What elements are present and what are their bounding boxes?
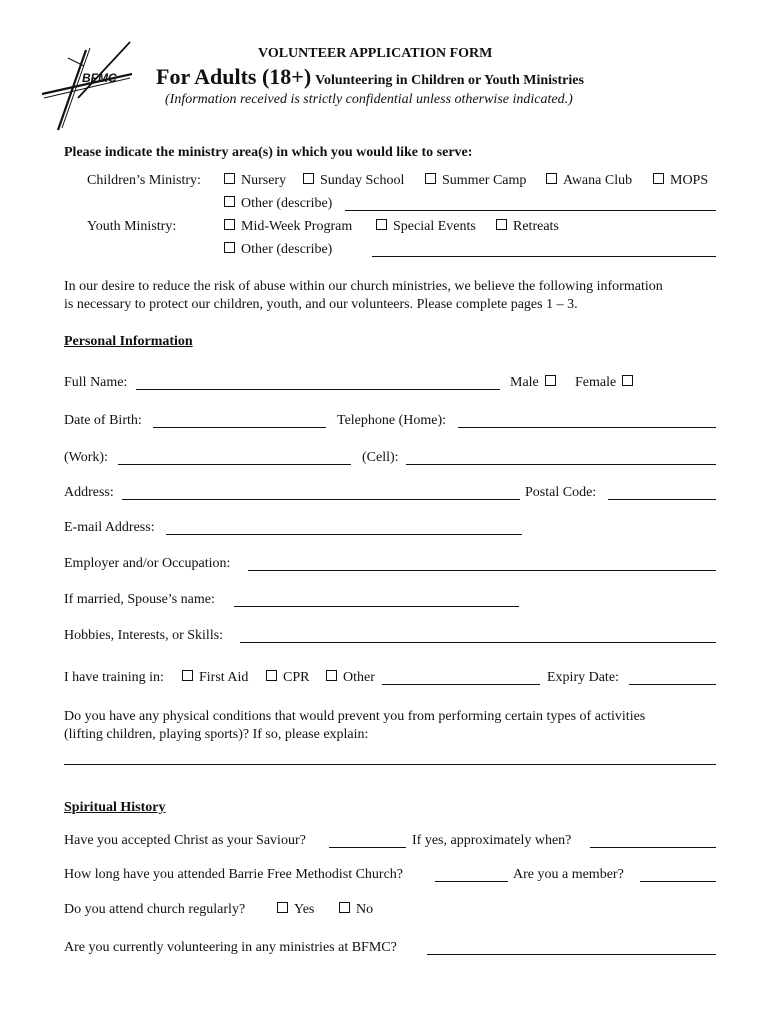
employer-field[interactable]: [248, 556, 716, 571]
volunteering-field[interactable]: [427, 940, 716, 955]
physical-line-2: (lifting children, playing sports)? If so, please explain:: [64, 727, 369, 742]
checkbox-icon[interactable]: [303, 173, 314, 184]
option-nursery[interactable]: Nursery: [224, 173, 286, 189]
option-cpr[interactable]: CPR: [266, 670, 309, 686]
checkbox-icon[interactable]: [277, 902, 288, 913]
checkbox-icon[interactable]: [622, 375, 633, 386]
when-field[interactable]: [590, 833, 716, 848]
checkbox-icon[interactable]: [425, 173, 436, 184]
option-retreats[interactable]: Retreats: [496, 219, 559, 235]
option-training-other[interactable]: Other: [326, 670, 375, 686]
volunteering-label: Are you currently volunteering in any ministries at BFMC?: [64, 940, 397, 955]
checkbox-icon[interactable]: [339, 902, 350, 913]
training-label: I have training in:: [64, 670, 164, 685]
regularly-label: Do you attend church regularly?: [64, 902, 246, 917]
dob-field[interactable]: [153, 413, 326, 428]
checkbox-icon[interactable]: [653, 173, 664, 184]
accepted-christ-label: Have you accepted Christ as your Saviour?: [64, 833, 306, 848]
children-ministry-label: Children’s Ministry:: [87, 173, 201, 188]
form-title: VOLUNTEER APPLICATION FORM: [258, 46, 493, 61]
checkbox-icon[interactable]: [224, 219, 235, 230]
checkbox-icon[interactable]: [224, 242, 235, 253]
checkbox-icon[interactable]: [376, 219, 387, 230]
full-name-label: Full Name:: [64, 375, 128, 390]
postal-label: Postal Code:: [525, 485, 597, 500]
tel-home-field[interactable]: [458, 413, 716, 428]
confidential-note: (Information received is strictly confidential unless otherwise indicated.): [165, 92, 573, 107]
option-first-aid[interactable]: First Aid: [182, 670, 248, 686]
checkbox-icon[interactable]: [182, 670, 193, 681]
employer-label: Employer and/or Occupation:: [64, 556, 231, 571]
intro-line-1: In our desire to reduce the risk of abuse within our church ministries, we believe the following information: [64, 279, 663, 294]
spouse-label: If married, Spouse’s name:: [64, 592, 215, 607]
cell-label: (Cell):: [362, 450, 399, 465]
option-sunday-school[interactable]: Sunday School: [303, 173, 404, 189]
option-summer-camp[interactable]: Summer Camp: [425, 173, 526, 189]
youth-other-field[interactable]: [372, 242, 716, 257]
subtitle-rest: Volunteering in Children or Youth Ministries: [315, 73, 584, 88]
checkbox-icon[interactable]: [326, 670, 337, 681]
intro-line-2: is necessary to protect our children, youth, and our volunteers. Please complete pages 1 – 3.: [64, 297, 578, 312]
address-label: Address:: [64, 485, 114, 500]
spiritual-history-heading: Spiritual History: [64, 800, 166, 815]
option-awana-club[interactable]: Awana Club: [546, 173, 632, 189]
logo-text: BFMC: [82, 71, 117, 85]
option-female[interactable]: Female: [575, 375, 639, 391]
children-other-field[interactable]: [345, 196, 716, 211]
hobbies-field[interactable]: [240, 628, 716, 643]
form-subtitle: [156, 64, 584, 90]
option-mid-week[interactable]: Mid-Week Program: [224, 219, 352, 235]
option-mops[interactable]: MOPS: [653, 173, 708, 189]
checkbox-icon[interactable]: [224, 196, 235, 207]
full-name-field[interactable]: [136, 375, 500, 390]
checkbox-icon[interactable]: [496, 219, 507, 230]
work-label: (Work):: [64, 450, 108, 465]
physical-line-1: Do you have any physical conditions that would prevent you from performing certain types of activities: [64, 709, 646, 724]
member-label: Are you a member?: [513, 867, 624, 882]
ministry-prompt: Please indicate the ministry area(s) in which you would like to serve:: [64, 145, 473, 160]
spouse-field[interactable]: [234, 592, 519, 607]
email-label: E-mail Address:: [64, 520, 155, 535]
training-other-field[interactable]: [382, 670, 540, 685]
church-logo: [38, 38, 138, 133]
expiry-label: Expiry Date:: [547, 670, 619, 685]
postal-field[interactable]: [608, 485, 716, 500]
work-field[interactable]: [118, 450, 351, 465]
email-field[interactable]: [166, 520, 522, 535]
accepted-christ-field[interactable]: [329, 833, 406, 848]
cell-field[interactable]: [406, 450, 716, 465]
option-youth-other[interactable]: Other (describe): [224, 242, 332, 258]
how-long-field[interactable]: [435, 867, 508, 882]
option-male[interactable]: Male: [510, 375, 562, 391]
personal-info-heading: Personal Information: [64, 334, 193, 349]
checkbox-icon[interactable]: [545, 375, 556, 386]
checkbox-icon[interactable]: [266, 670, 277, 681]
physical-explain-field[interactable]: [64, 764, 716, 765]
expiry-field[interactable]: [629, 670, 716, 685]
option-yes[interactable]: Yes: [277, 902, 314, 918]
how-long-label: How long have you attended Barrie Free Methodist Church?: [64, 867, 404, 882]
youth-ministry-label: Youth Ministry:: [87, 219, 177, 234]
member-field[interactable]: [640, 867, 716, 882]
option-no[interactable]: No: [339, 902, 373, 918]
checkbox-icon[interactable]: [546, 173, 557, 184]
option-children-other[interactable]: Other (describe): [224, 196, 332, 212]
subtitle-main: For Adults (18+): [156, 64, 312, 89]
dob-label: Date of Birth:: [64, 413, 142, 428]
checkbox-icon[interactable]: [224, 173, 235, 184]
hobbies-label: Hobbies, Interests, or Skills:: [64, 628, 224, 643]
when-label: If yes, approximately when?: [412, 833, 572, 848]
option-special-events[interactable]: Special Events: [376, 219, 476, 235]
address-field[interactable]: [122, 485, 520, 500]
tel-home-label: Telephone (Home):: [337, 413, 447, 428]
